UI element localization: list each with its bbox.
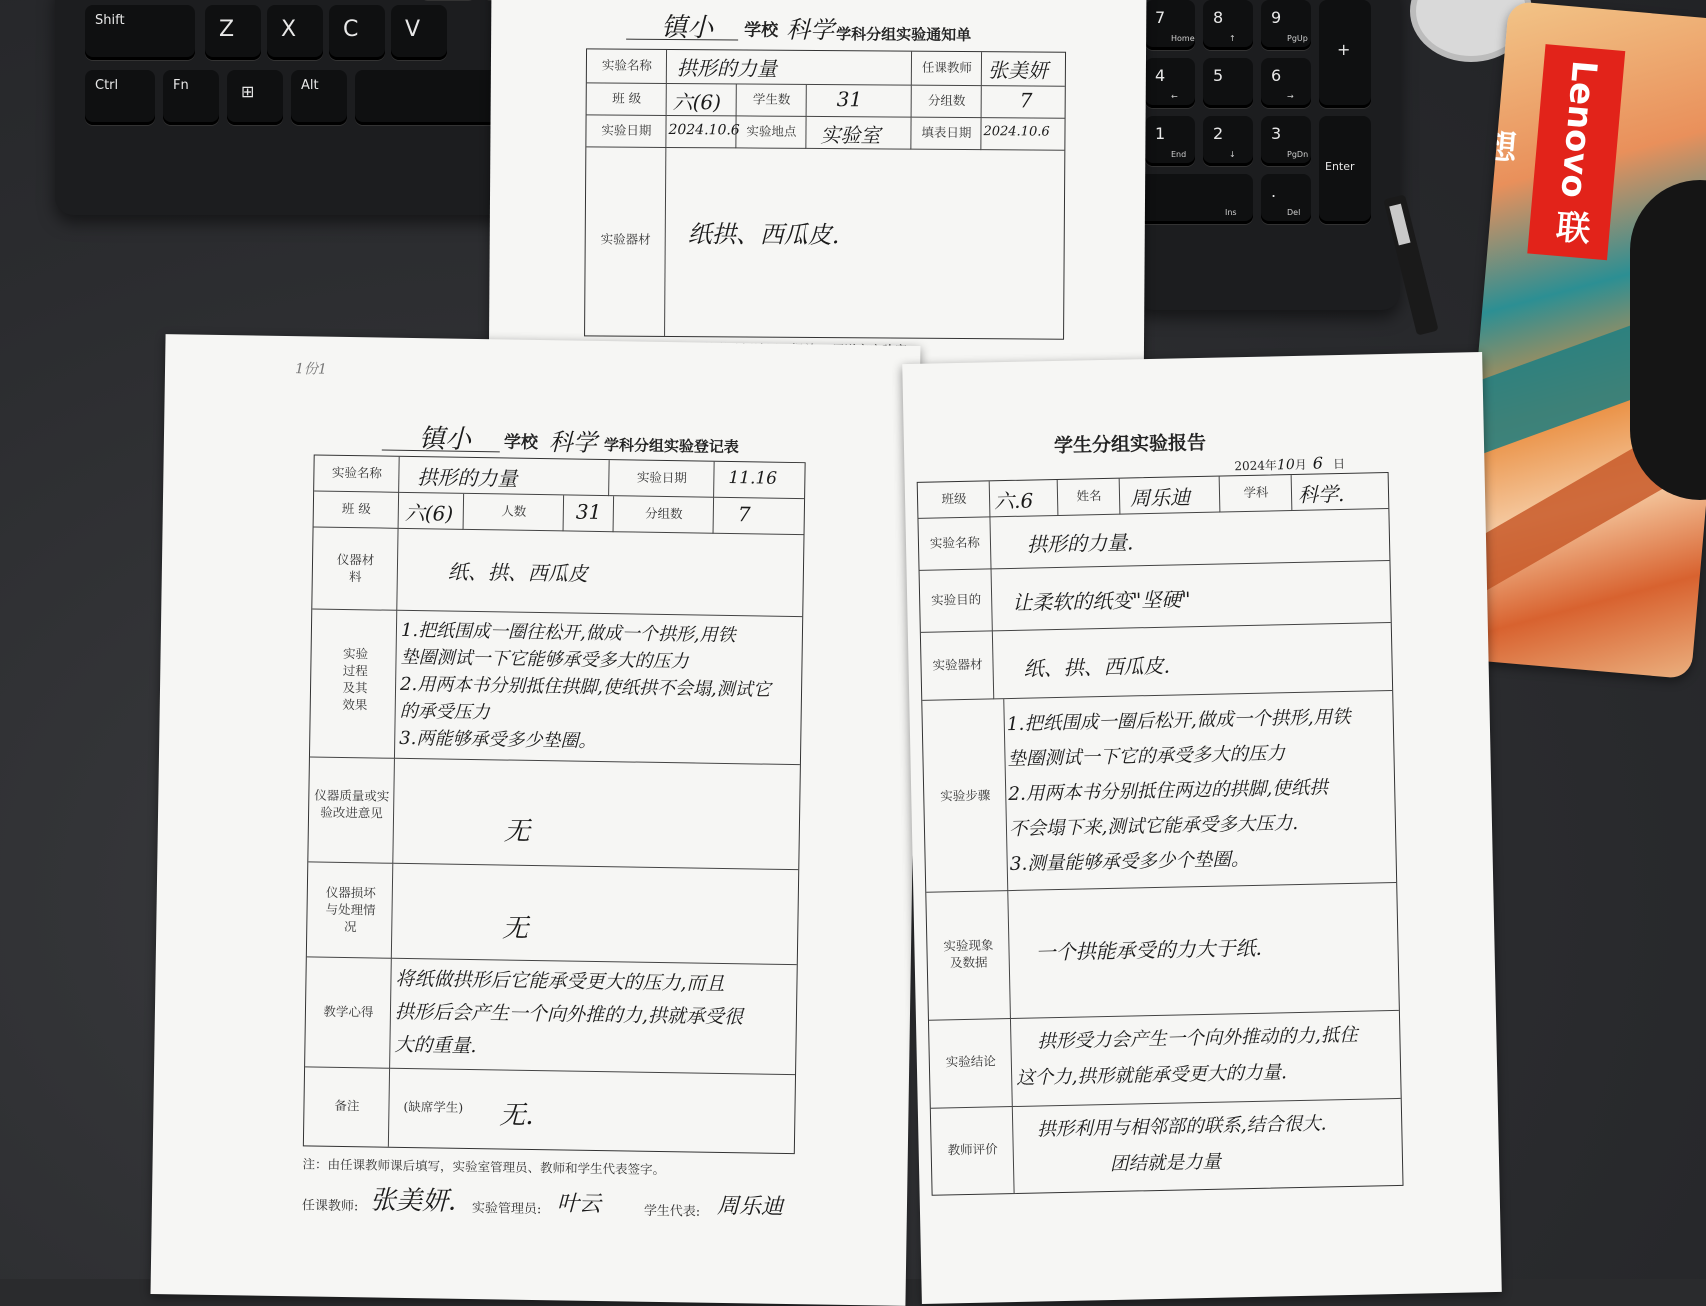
- register-label-groups: 分组数: [644, 505, 683, 522]
- register-signature-teacher: 张美妍.: [369, 1185, 457, 1217]
- numpad-key-9: 9 PgUp: [1261, 0, 1311, 50]
- register-subject: 科学: [548, 428, 598, 457]
- report-label-subject: 学科: [1243, 484, 1269, 501]
- notice-label-exp-date: 实验日期: [601, 122, 652, 138]
- key-v: V: [391, 5, 447, 60]
- register-value-exp-date: 11.16: [728, 467, 778, 489]
- notice-value-exp-date: 2024.10.6: [668, 121, 740, 139]
- numpad-key-6: 6 →: [1261, 58, 1311, 108]
- report-table: [917, 472, 1404, 1196]
- register-school-name: 镇小: [418, 424, 472, 455]
- report-value-subject: 科学.: [1297, 481, 1345, 507]
- register-label-people: 人数: [501, 503, 527, 519]
- notice-label-students: 学生数: [752, 91, 791, 107]
- report-date-year: 2024年: [1234, 458, 1278, 474]
- key-ctrl: Ctrl: [85, 70, 155, 125]
- notice-value-groups: 7: [1019, 88, 1033, 113]
- register-reflection-line: 大的重量.: [394, 1033, 477, 1058]
- numpad-key-0: Ins: [1125, 174, 1253, 224]
- register-signature-admin-label: 实验管理员:: [471, 1201, 542, 1218]
- report-value-purpose: 让柔软的纸变"坚硬": [1011, 587, 1191, 615]
- register-label-reflection: 教学心得: [323, 1003, 374, 1020]
- notice-value-materials: 纸拱、西瓜皮.: [687, 220, 840, 250]
- register-label-absent: (缺席学生): [403, 1098, 464, 1115]
- notice-subject: 科学: [786, 15, 835, 45]
- key-shift: Shift: [85, 5, 195, 60]
- register-corner-mark: 1份1: [294, 361, 328, 378]
- register-value-class: 六(6): [404, 500, 454, 526]
- notice-label-exp-name: 实验名称: [601, 57, 652, 73]
- register-reflection-line: 将纸做拱形后它能承受更大的压力,而且: [395, 967, 725, 995]
- report-steps-text: [1006, 700, 1354, 882]
- key-fn: Fn: [163, 70, 219, 125]
- report-label-materials: 实验器材: [932, 656, 983, 673]
- register-label-process: 实验过程及其效果: [342, 645, 369, 712]
- register-signature-student: 周乐迪: [716, 1193, 784, 1220]
- report-value-exp-name: 拱形的力量.: [1026, 530, 1134, 557]
- report-conclusion-text: [1015, 1018, 1359, 1097]
- notice-label-teacher: 任课教师: [921, 59, 972, 76]
- register-label-exp-name: 实验名称: [331, 464, 383, 481]
- register-label-materials: 仪器材料: [336, 551, 375, 585]
- register-value-absent: 无.: [499, 1100, 534, 1132]
- key-alt: Alt: [291, 70, 347, 125]
- register-sheet: [151, 334, 921, 1306]
- report-steps-line: 不会塌下来,测试它能承受多大压力.: [1008, 812, 1299, 841]
- report-evaluation-line: 拱形利用与相邻部的联系,结合很大.: [1037, 1113, 1327, 1141]
- numpad-key-dot: . Del: [1261, 174, 1311, 224]
- register-process-line: 1.把纸围成一圈往松开,做成一个拱形,用铁: [400, 619, 736, 647]
- report-label-class: 班级: [941, 490, 967, 507]
- register-signature-admin: 叶云: [556, 1191, 602, 1218]
- notice-label-materials: 实验器材: [600, 231, 651, 247]
- numpad-key-1: 1 End: [1145, 116, 1195, 166]
- register-label-remarks: 备注: [334, 1097, 360, 1114]
- register-reflection-line: 拱形后会产生一个向外推的力,拱就承受很: [394, 1000, 744, 1029]
- report-label-exp-name: 实验名称: [929, 534, 981, 551]
- report-label-steps: 实验步骤: [940, 787, 991, 804]
- mouse: [1630, 180, 1706, 500]
- report-label-name: 姓名: [1076, 488, 1102, 504]
- report-sheet: [902, 352, 1502, 1304]
- notice-value-teacher: 张美妍: [987, 58, 1048, 83]
- report-value-name: 周乐迪: [1129, 485, 1191, 511]
- register-process-line: 垫圈测试一下它能够承受多大的压力: [400, 646, 689, 673]
- report-value-phenomenon: 一个拱能承受的力大于纸.: [1035, 935, 1263, 965]
- notice-school-suffix: 学校: [744, 20, 779, 41]
- register-value-exp-name: 拱形的力量: [417, 465, 518, 491]
- numpad-key-5: 5: [1203, 58, 1253, 108]
- register-signature-teacher-label: 任课教师:: [301, 1198, 359, 1215]
- notice-form-title: 学科分组实验通知单: [836, 25, 972, 45]
- notice-value-class: 六(6): [672, 89, 722, 115]
- register-process-line: 的承受压力: [399, 700, 490, 724]
- keyboard-numpad: [1135, 0, 1400, 310]
- register-process-text: [399, 617, 772, 758]
- notice-school-name: 镇小: [661, 12, 714, 44]
- report-date-month: 10: [1276, 456, 1295, 474]
- keyboard-left: [55, 0, 515, 215]
- report-date-month-label: 月: [1294, 457, 1307, 472]
- register-label-suggestions: 仪器质量或实验改进意见: [314, 787, 390, 821]
- report-evaluation-line: 团结就是力量: [1109, 1151, 1222, 1175]
- report-steps-line: 1.把纸围成一圈后松开,做成一个拱形,用铁: [1006, 706, 1351, 736]
- register-label-class: 班 级: [341, 500, 371, 517]
- report-steps-line: 垫圈测试一下它的承受多大的压力: [1007, 743, 1286, 771]
- key-c: C: [329, 5, 385, 60]
- report-value-materials: 纸、拱、西瓜皮.: [1023, 653, 1171, 681]
- report-evaluation-text: [1037, 1106, 1328, 1184]
- report-label-purpose: 实验目的: [930, 591, 982, 608]
- register-label-damage: 仪器损坏与处理情况: [325, 884, 376, 934]
- numpad-key-7: 7 Home: [1145, 0, 1195, 50]
- report-label-evaluation: 教师评价: [947, 1141, 998, 1158]
- register-value-suggestions: 无: [503, 816, 531, 847]
- notice-label-location: 实验地点: [746, 123, 797, 139]
- numpad-key-enter: Enter: [1319, 116, 1371, 224]
- report-label-phenomenon: 实验现象及数据: [943, 937, 994, 971]
- register-reflection-text: [394, 963, 744, 1067]
- register-school-suffix: 学校: [503, 432, 539, 453]
- register-table: [303, 454, 806, 1154]
- report-conclusion-line: 拱形受力会产生一个向外推动的力,抵住: [1037, 1024, 1358, 1053]
- numpad-key-2: 2 ↓: [1203, 116, 1253, 166]
- report-date: [1234, 453, 1345, 474]
- notice-value-fill-date: 2024.10.6: [983, 124, 1050, 140]
- report-label-conclusion: 实验结论: [945, 1053, 996, 1070]
- register-process-line: 2.用两本书分别抵住拱脚,使纸拱不会塌,测试它: [399, 673, 771, 701]
- report-date-day: 6: [1312, 453, 1324, 473]
- numpad-key-plus: +: [1319, 0, 1371, 108]
- report-conclusion-line: 这个力,拱形就能承受更大的力量.: [1015, 1062, 1288, 1089]
- notice-label-class: 班 级: [612, 90, 642, 106]
- key-x: X: [267, 5, 323, 60]
- notice-label-groups: 分组数: [927, 92, 966, 109]
- numpad-key-3: 3 PgDn: [1261, 116, 1311, 166]
- key-z: Z: [205, 5, 261, 60]
- report-title: 学生分组实验报告: [1053, 431, 1207, 458]
- register-value-materials: 纸、拱、西瓜皮: [447, 559, 589, 586]
- register-footnote: 注：由任课教师课后填写，实验室管理员、教师和学生代表签字。: [302, 1156, 666, 1178]
- notice-value-exp-name: 拱形的力量: [676, 56, 777, 81]
- notice-value-location: 实验室: [820, 123, 881, 148]
- notice-label-fill-date: 填表日期: [921, 124, 972, 141]
- register-value-damage: 无: [502, 913, 529, 944]
- notice-value-students: 31: [836, 87, 863, 112]
- numpad-key-4: 4 ←: [1145, 58, 1195, 108]
- lenovo-logo: Lenovo 联想: [1527, 44, 1625, 260]
- register-value-groups: 7: [737, 502, 751, 527]
- register-process-line: 3.两能够承受多少垫圈。: [399, 727, 597, 752]
- register-signature-student-label: 学生代表:: [643, 1203, 701, 1220]
- report-steps-line: 2.用两本书分别抵住两边的拱脚,使纸拱: [1008, 777, 1328, 806]
- numpad-key-8: 8 ↑: [1203, 0, 1253, 50]
- report-date-day-label: 日: [1332, 456, 1346, 472]
- windows-key-icon: ⊞: [227, 70, 283, 125]
- report-value-class: 六.6: [993, 488, 1034, 514]
- notice-table: [584, 48, 1066, 339]
- register-value-people: 31: [575, 499, 602, 524]
- report-steps-line: 3.测量能够承受多少个垫圈。: [1009, 849, 1250, 876]
- register-form-title: 学科分组实验登记表: [603, 436, 740, 457]
- register-label-exp-date: 实验日期: [636, 469, 688, 486]
